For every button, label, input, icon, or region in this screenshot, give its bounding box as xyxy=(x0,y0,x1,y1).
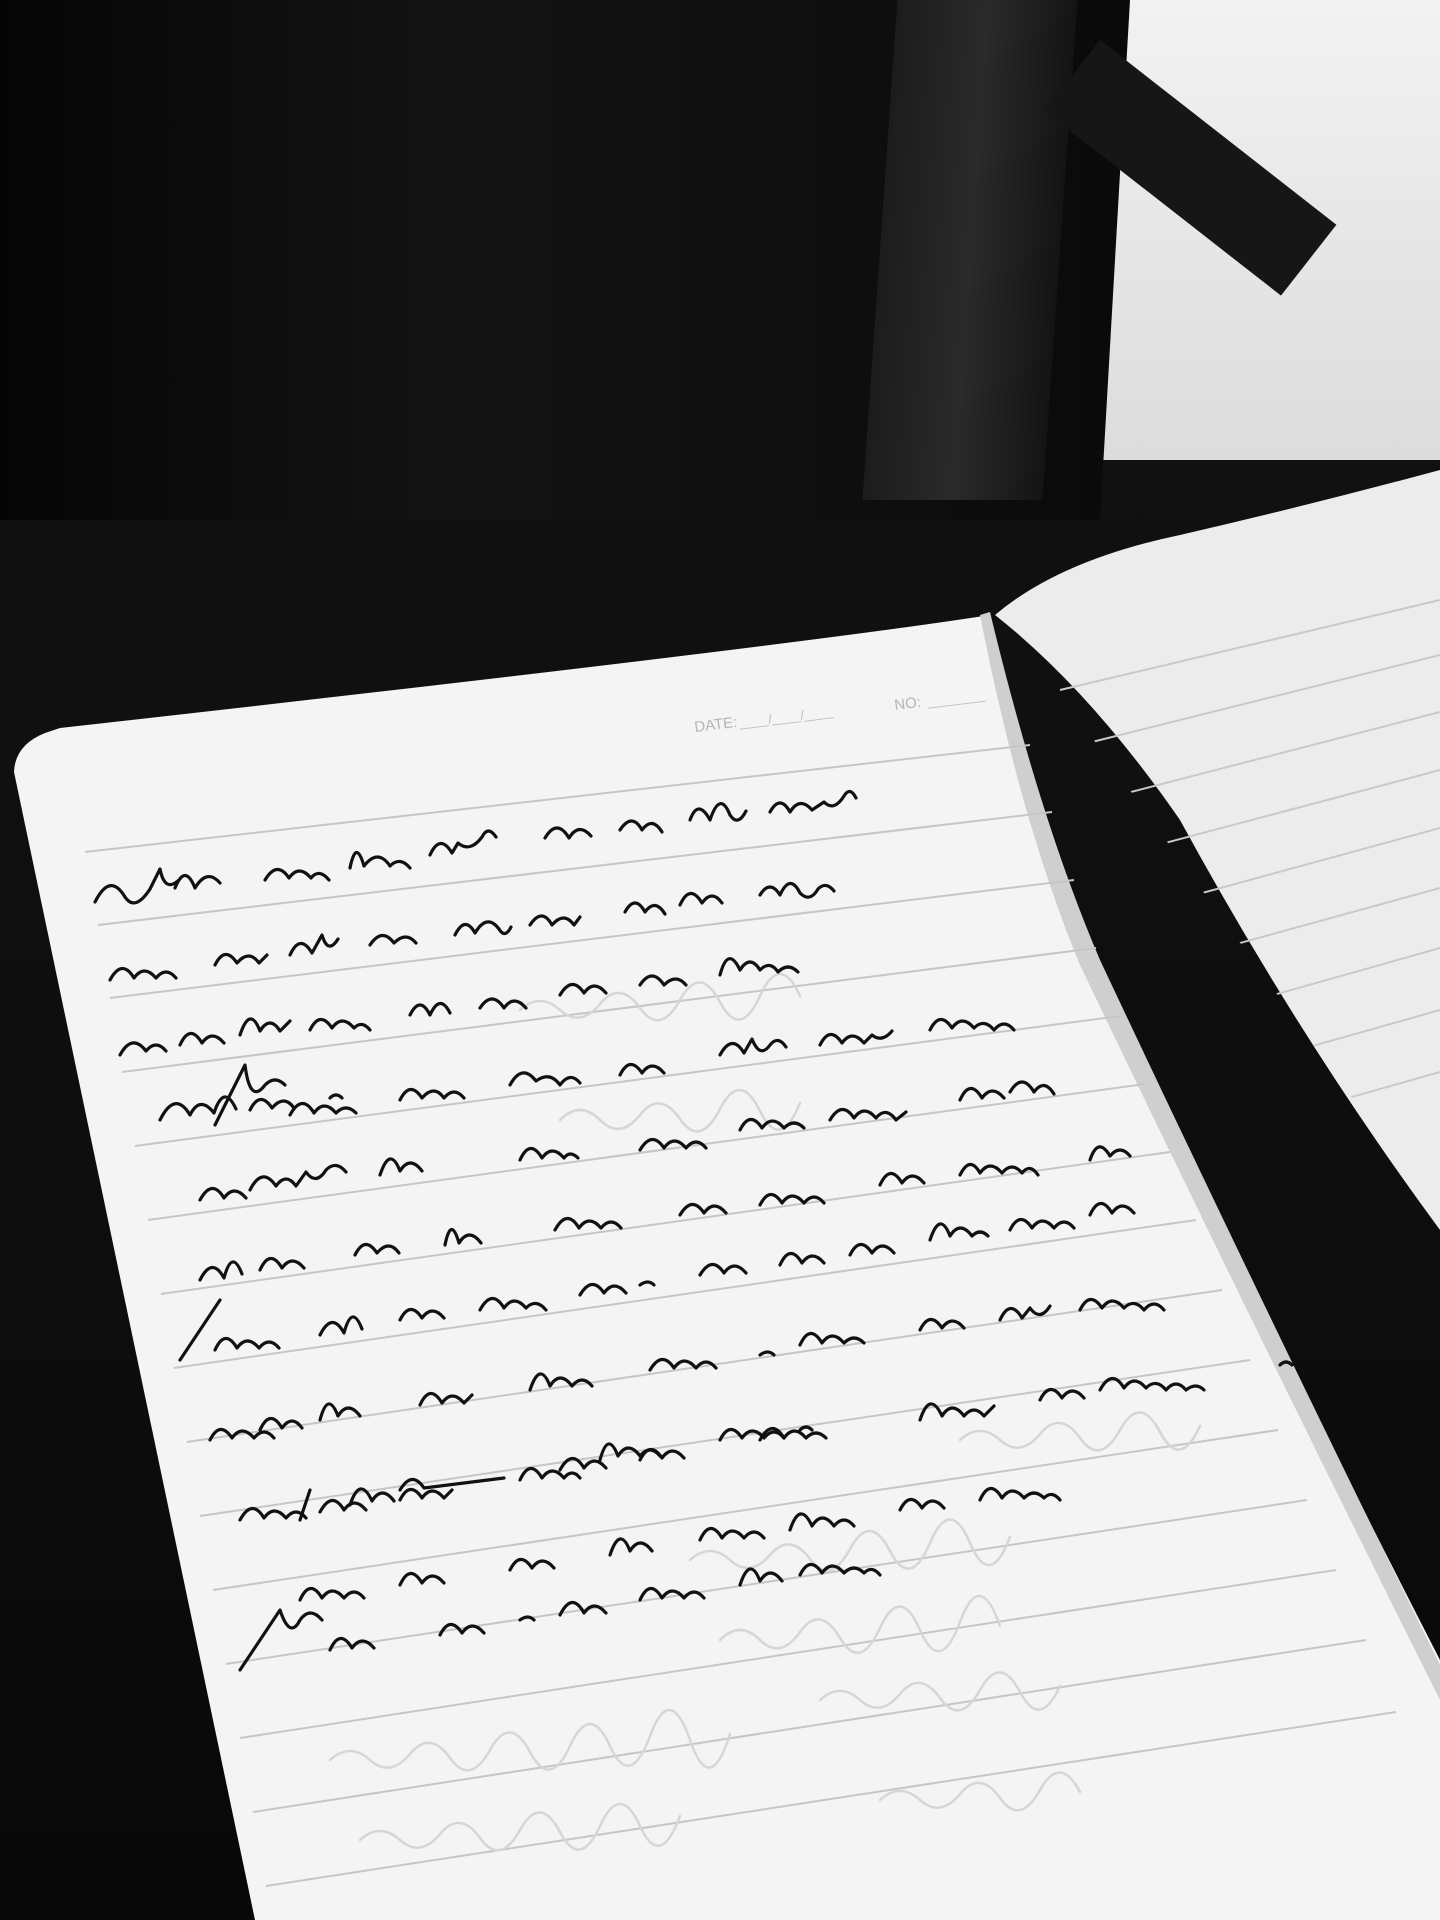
date-blank: ____/____/____ xyxy=(738,703,834,730)
date-label: DATE: xyxy=(693,713,739,736)
no-blank: ________ xyxy=(926,687,986,709)
no-label: NO: xyxy=(893,693,922,714)
